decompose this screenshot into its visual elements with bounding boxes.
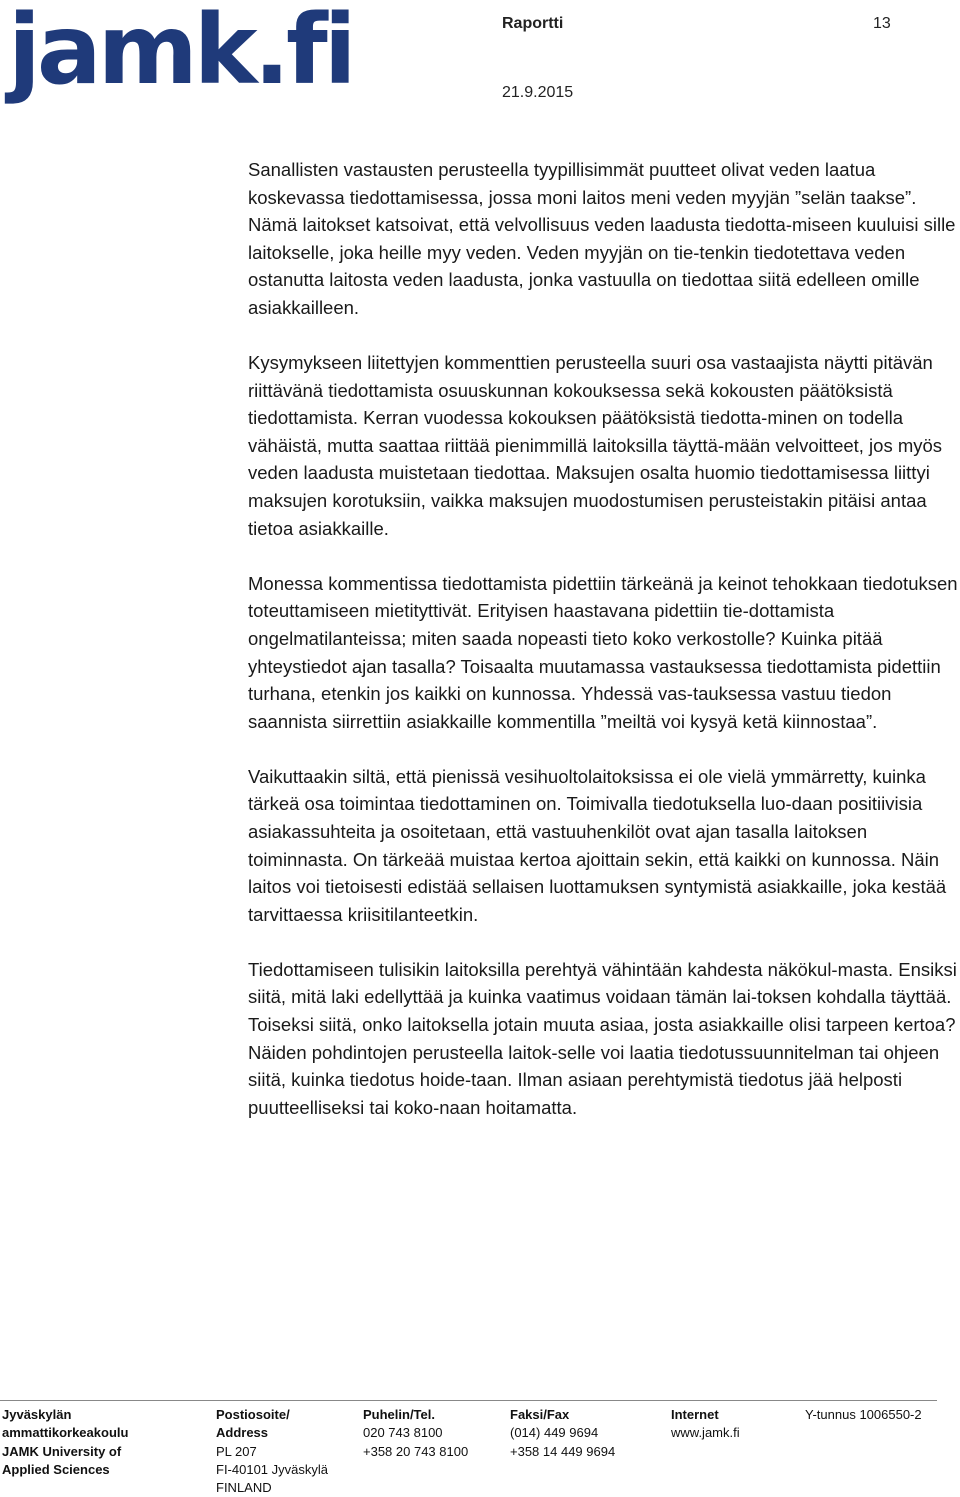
footer-address-line: PL 207 — [216, 1443, 257, 1459]
footer-org-line: JAMK University of — [2, 1443, 122, 1459]
footer-phone — [363, 1406, 468, 1461]
footer-fax-line: +358 14 449 9694 — [510, 1443, 616, 1459]
footer-business-id — [805, 1406, 922, 1424]
footer-website-link[interactable]: www.jamk.fi — [671, 1425, 740, 1441]
business-id: Y-tunnus 1006550-2 — [805, 1407, 922, 1422]
footer-phone-line: 020 743 8100 — [363, 1425, 443, 1441]
document-type: Raportti — [502, 15, 564, 32]
footer-org — [2, 1406, 128, 1479]
footer — [0, 1406, 960, 1496]
footer-fax — [510, 1406, 615, 1461]
footer-divider — [0, 1400, 937, 1401]
footer-phone-label: Puhelin/Tel. — [363, 1407, 435, 1422]
body-text — [248, 156, 960, 1149]
footer-internet — [671, 1406, 740, 1443]
footer-address-label: Address — [216, 1425, 269, 1441]
footer-org-line: ammattikorkeakoulu — [2, 1425, 129, 1441]
paragraph: Kysymykseen liitettyjen kommenttien perusteella suuri osa vastaajista näytti pitävän riittävänä tiedottamista osuuskunnan kokouksessa sekä kokousten päätöksistä tiedottamista. Kerran vuodessa kokouksen päätöksistä tiedotta-minen on todella vähäistä, mutta saattaa riittää pienimmillä laitoksilla täyttä-mään velvoitteet, jos myös veden laadusta muistetaan tiedottaa. Maksujen osalta huomio tiedottamisessa liittyi maksujen korotuksiin, vaikka maksujen muodostumisen perusteistakin pitäisi antaa tietoa asiakkaille. — [248, 352, 943, 539]
paragraph: Monessa kommentissa tiedottamista pidettiin tärkeänä ja keinot tehokkaan tiedotuksen toteuttamiseen mietityttivät. Erityisen haastavana pidettiin tie-dottamista ongelmatilanteissa; miten saada nopeasti tieto koko verkostolle? Kuinka pitää yhteystiedot ajan tasalla? Toisaalta muutamassa vastauksessa tiedottamista pidettiin turhana, etenkin jos kaikki on kunnossa. Yhdessä vas-tauksessa vastuu tiedon saannista siirrettiin asiakkaille kommentilla ”meiltä voi kysyä ketä kiinnostaa”. — [248, 572, 958, 732]
paragraph: Sanallisten vastausten perusteella tyypillisimmät puutteet olivat veden laatua koskevassa tiedottamisessa, jossa moni laitos meni veden myyjän ”selän taakse”. Nämä laitokset katsoivat, että velvollisuus veden laadusta tiedotta-miseen kuuluisi sille laitokselle, joka heille myy veden. Veden myyjän on tie-tenkin tiedotettava veden ostanutta laitosta veden laadusta, jonka vastuulla on tiedottaa siitä edelleen omille asiakkailleen. — [248, 159, 956, 318]
footer-phone-line: +358 20 743 8100 — [363, 1443, 469, 1459]
footer-address-line: FI-40101 Jyväskylä — [216, 1461, 328, 1477]
footer-org-line: Applied Sciences — [2, 1461, 110, 1477]
footer-fax-label: Faksi/Fax — [510, 1407, 570, 1422]
document-date: 21.9.2015 — [502, 84, 574, 101]
page-number: 13 — [873, 15, 891, 32]
footer-org-line: Jyväskylän — [2, 1407, 72, 1422]
jamk-logo: jamk.fi — [8, 0, 353, 106]
paragraph: Vaikuttaakin siltä, että pienissä vesihuoltolaitoksissa ei ole vielä ymmärretty, kuinka tärkeä osa toimintaa tiedottaminen on. Toimivalla tiedotuksella luo-daan positiivisia asiakassuhteita ja osoitetaan, että vastuuhenkilöt ovat ajan tasalla laitoksen toiminnasta. On tärkeää muistaa kertoa ajoittain sekin, että kaikki on kunnossa. Näin laitos voi tietoisesti edistää sellaisen luottamuksen syntymistä asiakkaille, joka kestää tarvittaessa kriisitilanteetkin. — [248, 765, 947, 925]
footer-fax-line: (014) 449 9694 — [510, 1425, 599, 1441]
footer-address — [216, 1406, 328, 1497]
paragraph: Tiedottamiseen tulisikin laitoksilla perehtyä vähintään kahdesta näkökul-masta. Ensiksi siitä, mitä laki edellyttää ja kuinka vaatimus voidaan tämän lai-toksen kohdalla täyttää. Toiseksi siitä, onko laitoksella jotain muuta asiaa, josta asiakkaille olisi tarpeen kertoa? Näiden pohdintojen perusteella laitok-selle voi laatia tiedotussuunnitelman tai ohjeen siitä, kuinka tiedotus hoide-taan. Ilman asiaan perehtymistä tiedotus jää helposti puutteelliseksi tai koko-naan hoitamatta. — [248, 958, 957, 1118]
footer-internet-label: Internet — [671, 1407, 719, 1422]
footer-address-label: Postiosoite/ — [216, 1407, 290, 1422]
footer-address-line: FINLAND — [216, 1480, 272, 1496]
